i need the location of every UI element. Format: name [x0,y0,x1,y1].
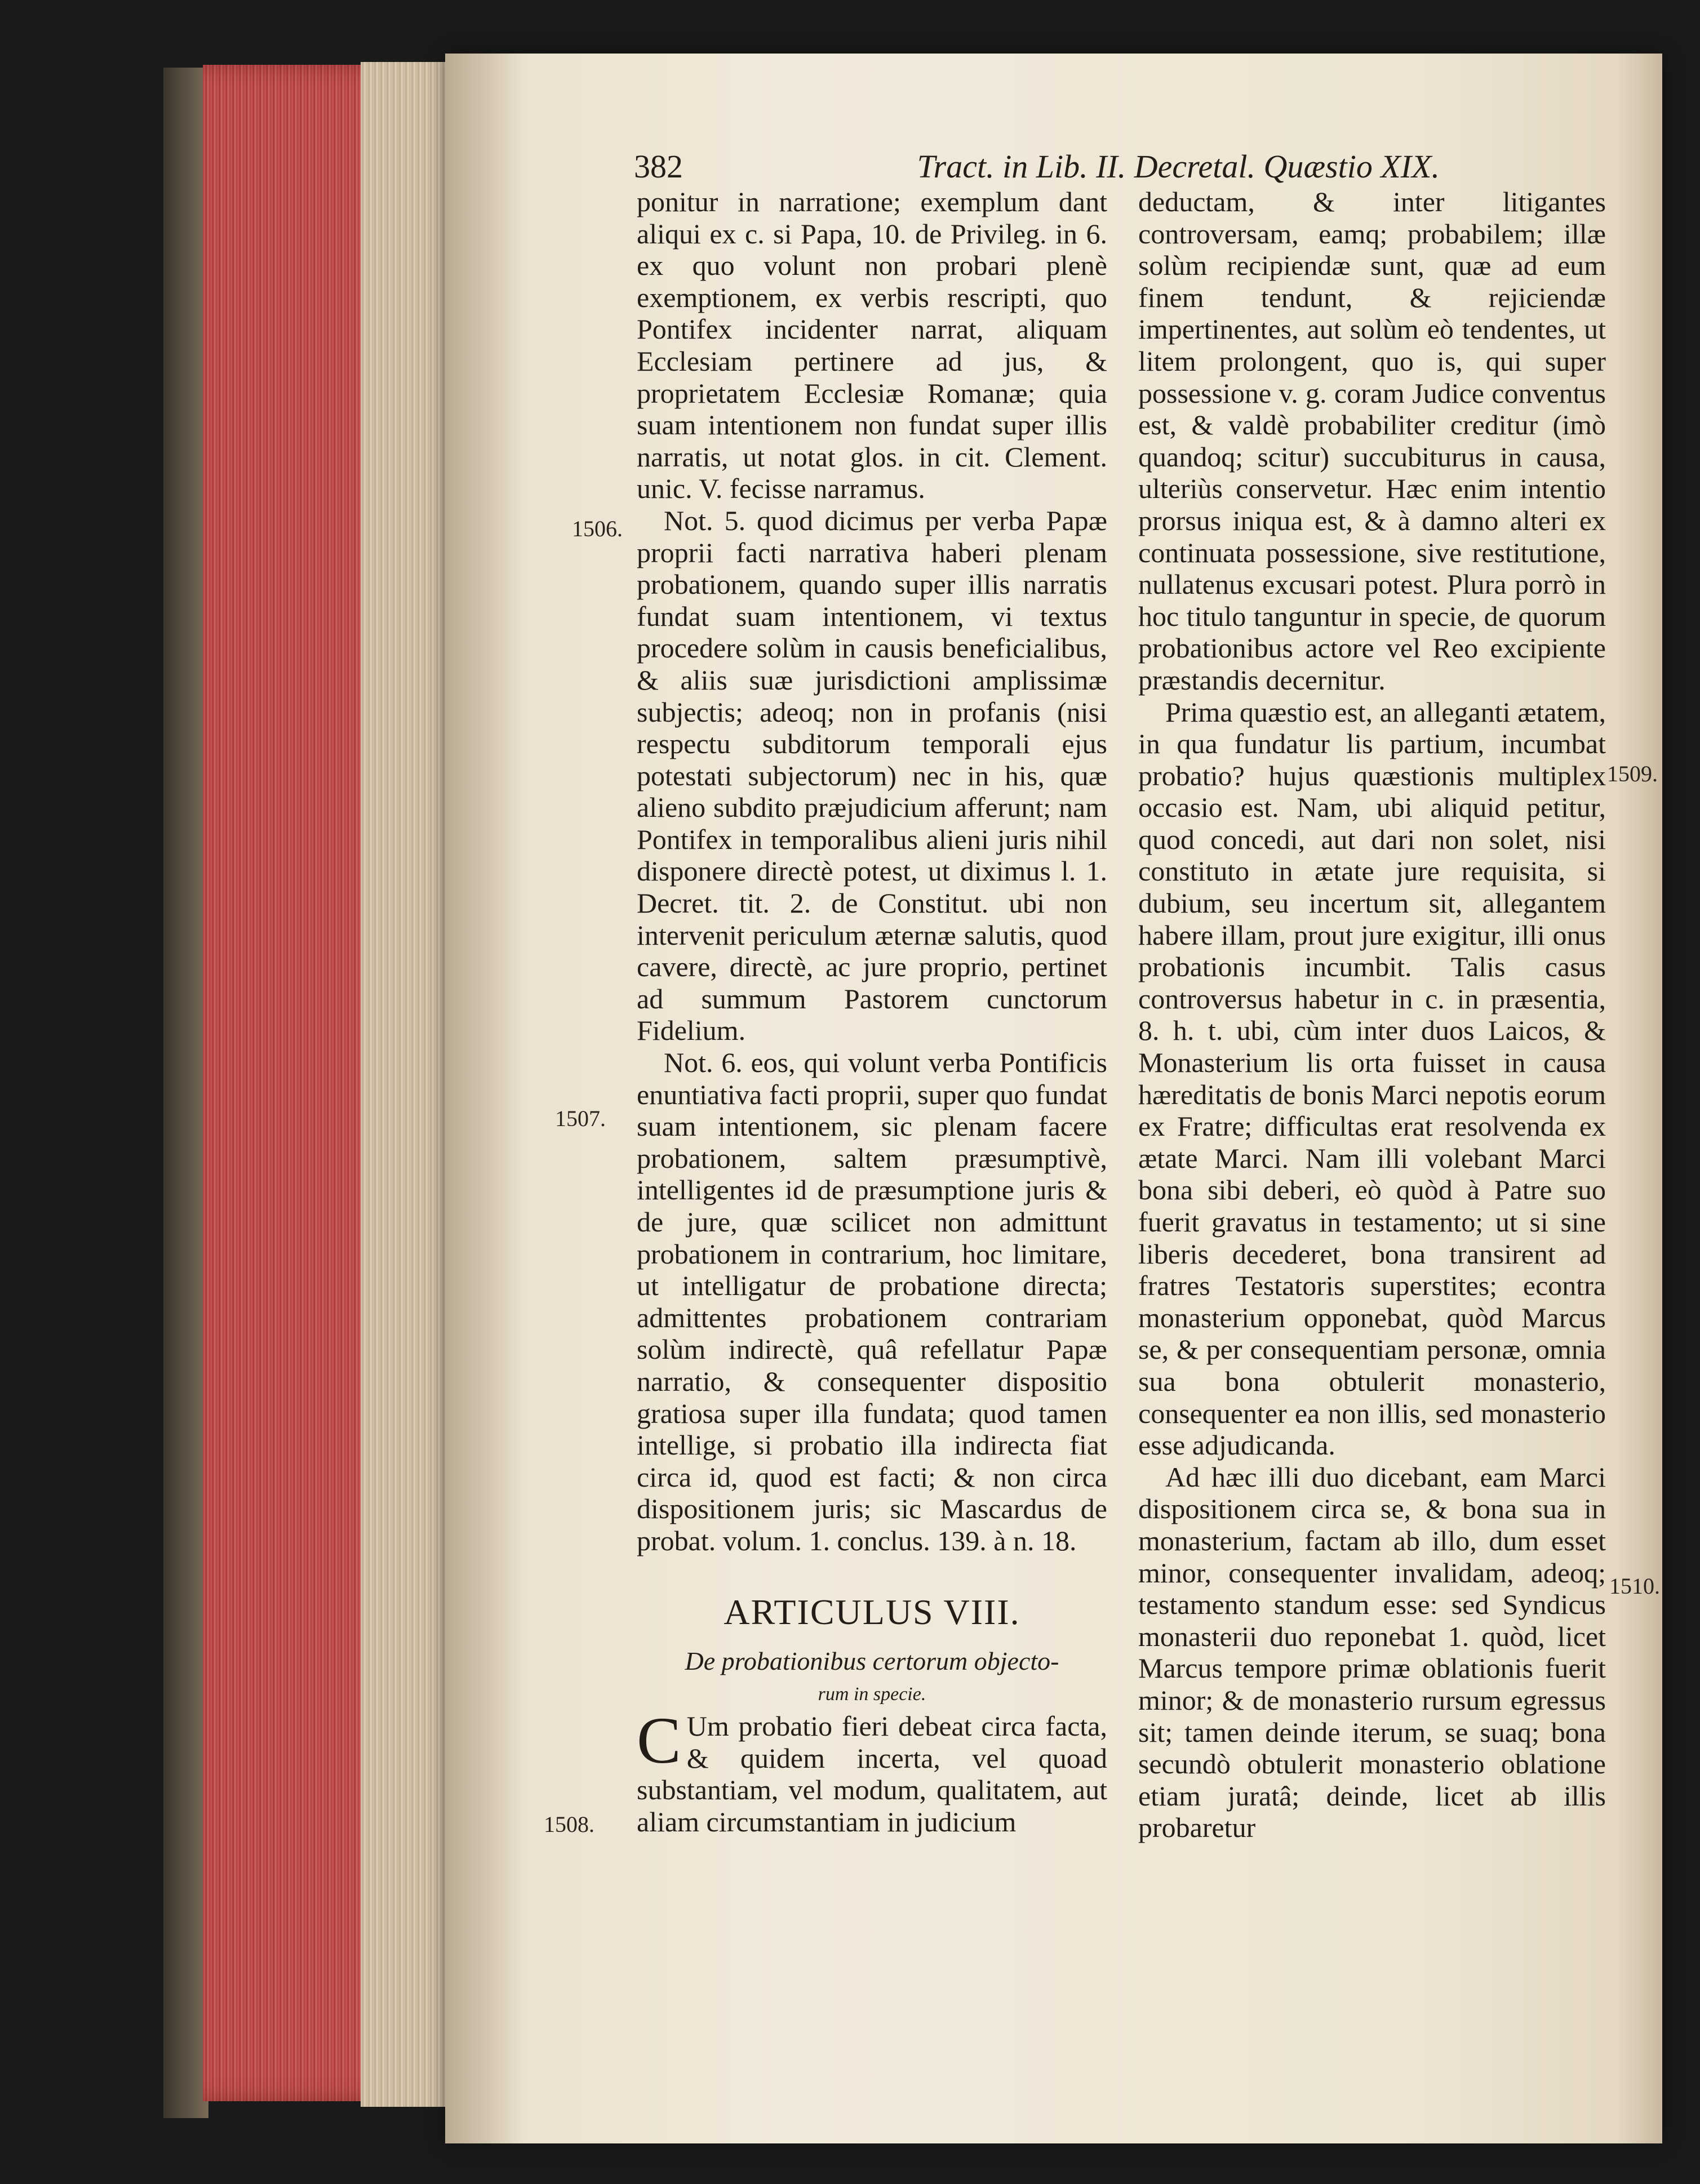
running-header [634,148,1440,187]
marginal-number-1506: 1506. [572,516,623,541]
page-stack [361,62,456,2107]
paragraph-1508-text: Um probatio fieri debeat circa facta, & quidem incerta, vel quoad substantiam, vel modum, qualitatem, aut aliam circumstantiam in judicium [637,1710,1107,1838]
page-gutter [445,54,524,2143]
paragraph-1509: Prima quæstio est, an alleganti ætatem, in qua fundatur lis partium, incumbat probatio? hujus quæstionis multiplex occasio est. Nam, ubi aliquid petitur, quod concedi, aut dari non solet, nisi constituto in ætate jure requisita, si dubium, seu incertum sit, allegantem habere illam, prout jure exigitur, illi onus probationis incumbit. Talis casus controversus habetur in c. in præsentia, 8. h. t. ubi, cùm inter duos Laicos, & Monasterium lis orta fuisset in causa hæreditatis de bonis Marci nepotis eorum ex Fratre; difficultas erat resolvenda ex ætate Marci. Nam illi volebant Marci bona sibi deberi, eò quòd à Patre suo fuerit gravatus in testamento; ut si sine liberis decederet, bona transirent ad fratres Testatoris superstites; econtra monasterium opponebat, quòd Marcus se, & per consequentiam personæ, omnia sua bona obtulerit monasterio, consequenter ea non illis, sed monasterio esse adjudicanda. [1138,696,1606,1461]
marginal-number-1508: 1508. [544,1812,594,1837]
paragraph-1508 [637,1703,1107,1838]
right-column [1138,186,1606,1844]
marginal-number-1507: 1507. [555,1106,606,1131]
marginal-number-1509: 1509. [1607,761,1658,786]
marginal-number-1510: 1510. [1609,1573,1660,1599]
left-column [637,186,1107,1838]
paragraph: deductam, & inter litigantes controversam, eamq; probabilem; illæ solùm recipiendæ sunt, quæ ad eum finem tendunt, & rejiciendæ impertinentes, aut solùm eò tendentes, ut litem prolongent, quo is, qui super possessione v. g. coram Judice conventus est, & valdè probabiliter creditur (imò quandoq; scitur) succubiturus in causa, ulteriùs conservetur. Hæc enim intentio prorsus iniqua est, & à damno alteri ex continuata possessione, sive restitutione, nullatenus excusari potest. Plura porrò in hoc titulo tanguntur in specie, de quorum probationibus actore vel Reo excipiente præstandis decernitur. [1138,186,1606,696]
article-subtitle-cont: rum in specie. [818,1684,926,1705]
book-spine-shadow [163,68,208,2118]
paragraph: ponitur in narratione; exemplum dant aliqui ex c. si Papa, 10. de Privileg. in 6. ex quo volunt non probari plenè exemptionem, ex verbis rescripti, quo Pontifex incidenter narrat, aliquam Ecclesiam pertinere ad jus, & proprietatem Ecclesiæ Romanæ; quia suam intentionem non fundat super illis narratis, ut notat glos. in cit. Clement. unic. V. fecisse narramus. [637,186,1107,505]
article-subtitle: De probationibus certorum objecto- [685,1647,1059,1676]
page-number: 382 [634,148,683,185]
running-title: Tract. in Lib. II. Decretal. Quæstio XIX. [917,148,1440,185]
paragraph-1506: Not. 5. quod dicimus per verba Papæ proprii facti narrativa haberi plenam probationem, quando super illis narratis fundat suam intentionem, vi textus procedere solùm in causis beneficialibus, & aliis suæ jurisdictioni amplissimæ subjectis; adeoq; non in profanis (nisi respectu subditorum temporali ejus potestati subjectorum) nec in his, quæ alieno subdito præjudicium afferunt; nam Pontifex in temporalibus alieni juris nihil disponere directè potest, ut diximus l. 1. Decret. tit. 2. de Constitut. ubi non intervenit periculum æternæ salutis, quod cavere, directè, ac jure proprio, pertinet ad summum Pastorem cunctorum Fidelium. [637,504,1107,1047]
article-title: ARTICULUS VIII. [724,1591,1020,1632]
paragraph-1507: Not. 6. eos, qui volunt verba Pontificis enuntiativa facti proprii, super quo fundat suam intentionem, sic plenam facere probationem, saltem præsumptivè, intelligentes id de præsumptione juris & de jure, quæ scilicet non admittunt probationem in contrarium, hoc limitare, ut intelligatur de probatione directa; admittentes probationem contrariam solùm indirectè, quâ refellatur Papæ narratio, & consequenter dispositio gratiosa super illa fundata; quod tamen intellige, si probatio illa indirecta fiat circa id, quod est facti; & non circa dispositionem juris; sic Mascardus de probat. volum. 1. conclus. 139. à n. 18. [637,1047,1107,1556]
drop-cap: C [637,1703,681,1778]
paragraph-1510: Ad hæc illi duo dicebant, eam Marci dispositionem circa se, & bona sua in monasterium, factam ab illo, dum esset minor, consequenter invalidam, adeoq; testamento standum esse: sed Syndicus monasterii duo reponebat 1. quòd, licet Marcus tempore primæ oblationis fuerit minor; & de monasterio rursum egressus sit; tamen deinde iterum, se suaq; bona secundò obtulerit monasterio oblatione etiam juratâ; deinde, licet ab illis probaretur [1138,1461,1606,1844]
